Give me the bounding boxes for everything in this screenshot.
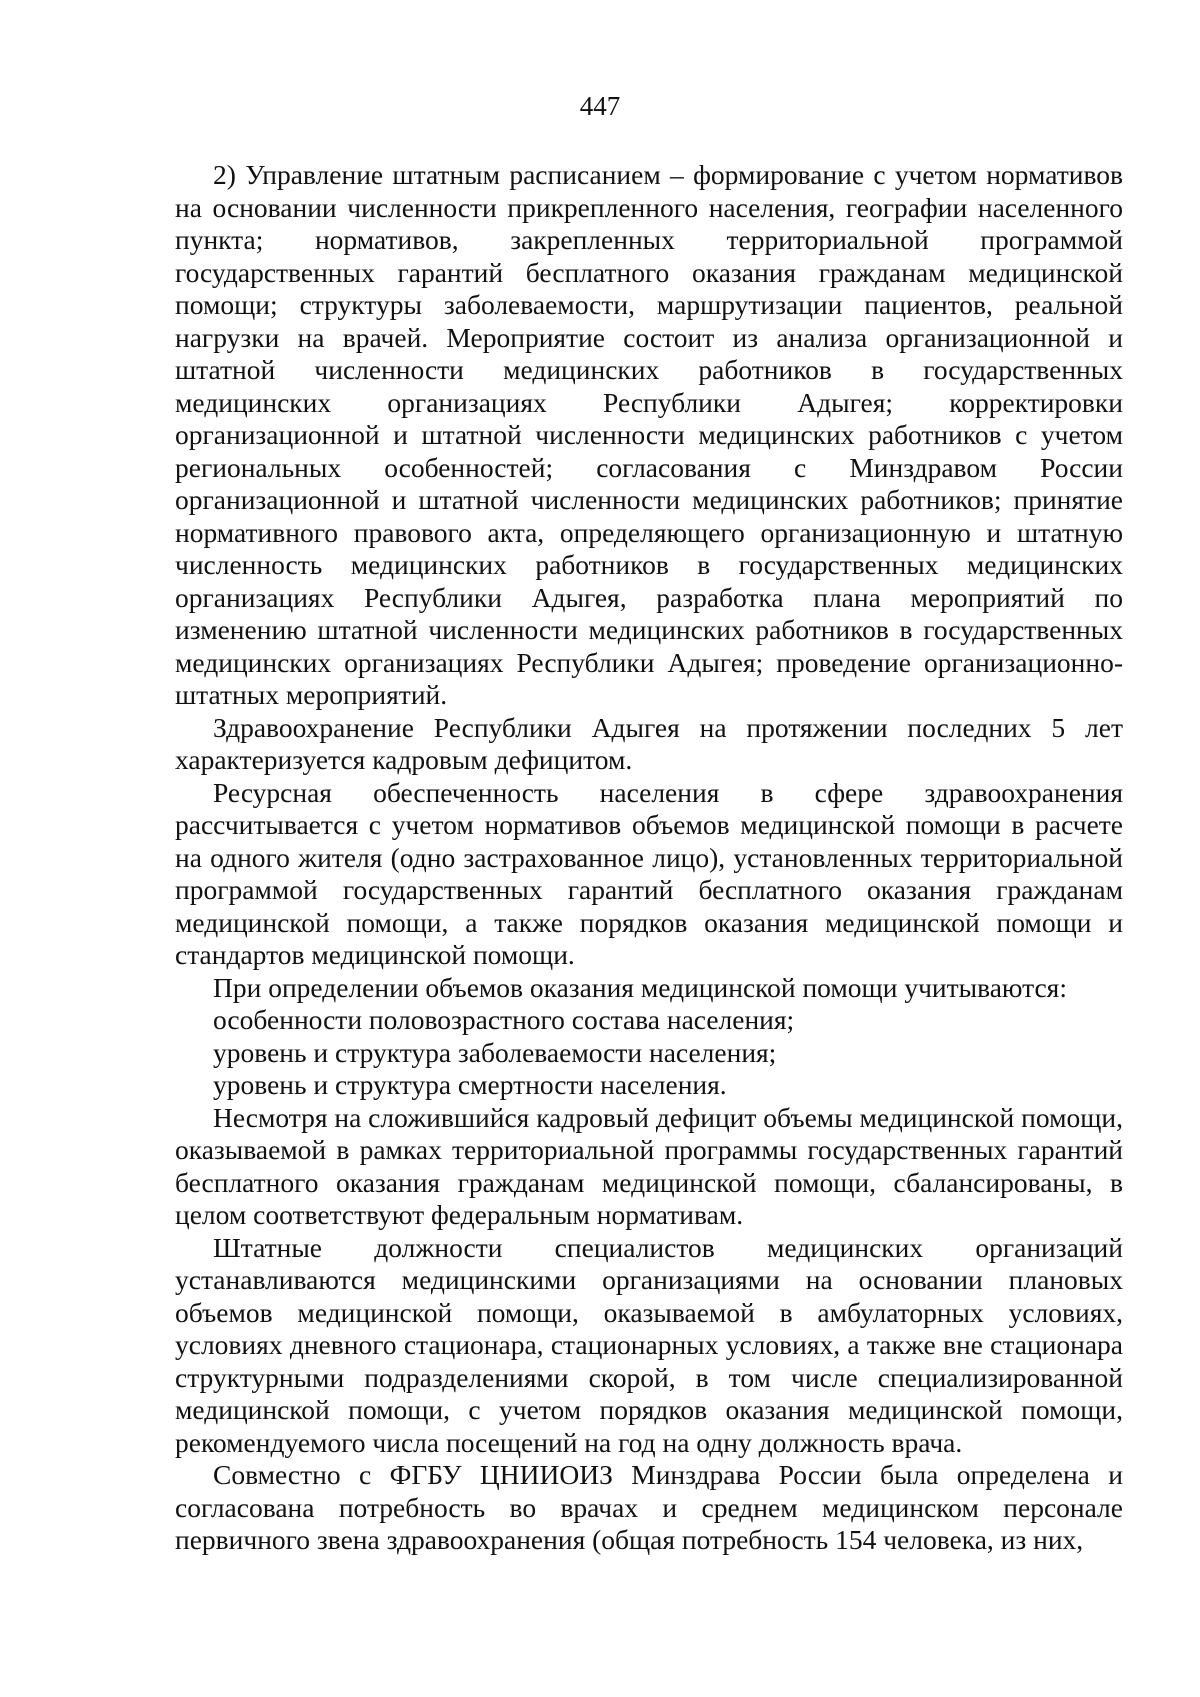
paragraph-staff-positions: Штатные должности специалистов медицинских организаций устанавливаются медицинскими организациями на основании плановых объемов медицинской помощи, оказываемой в амбулаторных условиях, условиях дневного стационара, стационарных условиях, а также вне стационара структурными подразделениями скорой, в том числе специализированной медицинской помощи, с учетом порядков оказания медицинской помощи, рекомендуемого числа посещений на год на одну должность врача. xyxy=(175,1231,1123,1458)
paragraph-staffing-management: 2) Управление штатным расписанием – формирование с учетом нормативов на основании численности прикрепленного населения, географии населенного пункта; нормативов, закрепленных территориальной программой государственных гарантий бесплатного оказания гражданам медицинской помощи; структуры заболеваемости, маршрутизации пациентов, реальной нагрузки на врачей. Мероприятие состоит из анализа организационной и штатной численности медицинских работников в государственных медицинских организациях Республики Адыгея; корректировки организационной и штатной численности медицинских работников с учетом региональных особенностей; согласования с Минздравом России организационной и штатной численности медицинских работников; принятие нормативного правового акта, определяющего организационную и штатную численность медицинских работников в государственных медицинских организациях Республики Адыгея, разработка плана мероприятий по изменению штатной численности медицинских работников в государственных медицинских организациях Республики Адыгея; проведение организационно-штатных мероприятий. xyxy=(175,159,1123,710)
paragraph-resource-provision: Ресурсная обеспеченность населения в сфере здравоохранения рассчитывается с учетом нормативов объемов медицинской помощи в расчете на одного жителя (одно застрахованное лицо), установленных территориальной программой государственных гарантий бесплатного оказания гражданам медицинской помощи, а также порядков оказания медицинской помощи и стандартов медицинской помощи. xyxy=(175,776,1123,970)
list-item-mortality: уровень и структура смертности населения. xyxy=(213,1069,727,1100)
list-item-morbidity: уровень и структура заболеваемости населения; xyxy=(213,1036,777,1068)
document-body xyxy=(175,159,1123,1557)
list-item-age-sex-structure: особенности половозрастного состава населения; xyxy=(213,1004,795,1035)
paragraph-balanced-volumes: Несмотря на сложившийся кадровый дефицит объемы медицинской помощи, оказываемой в рамках территориальной программы государственных гарантий бесплатного оказания гражданам медицинской помощи, сбалансированы, в целом соответствуют федеральным нормативам. xyxy=(175,1101,1124,1230)
paragraph-volume-factors-intro: При определении объемов оказания медицинской помощи учитываются: xyxy=(213,971,1067,1003)
paragraph-personnel-need: Совместно с ФГБУ ЦНИИОИЗ Минздрава России была определена и согласована потребность во врачах и среднем медицинском персонале первичного звена здравоохранения (общая потребность 154 человека, из них, xyxy=(175,1459,1123,1555)
page-number: 447 xyxy=(579,91,621,121)
paragraph-staff-deficit: Здравоохранение Республики Адыгея на протяжении последних 5 лет характеризуется кадровым дефицитом. xyxy=(175,711,1123,775)
